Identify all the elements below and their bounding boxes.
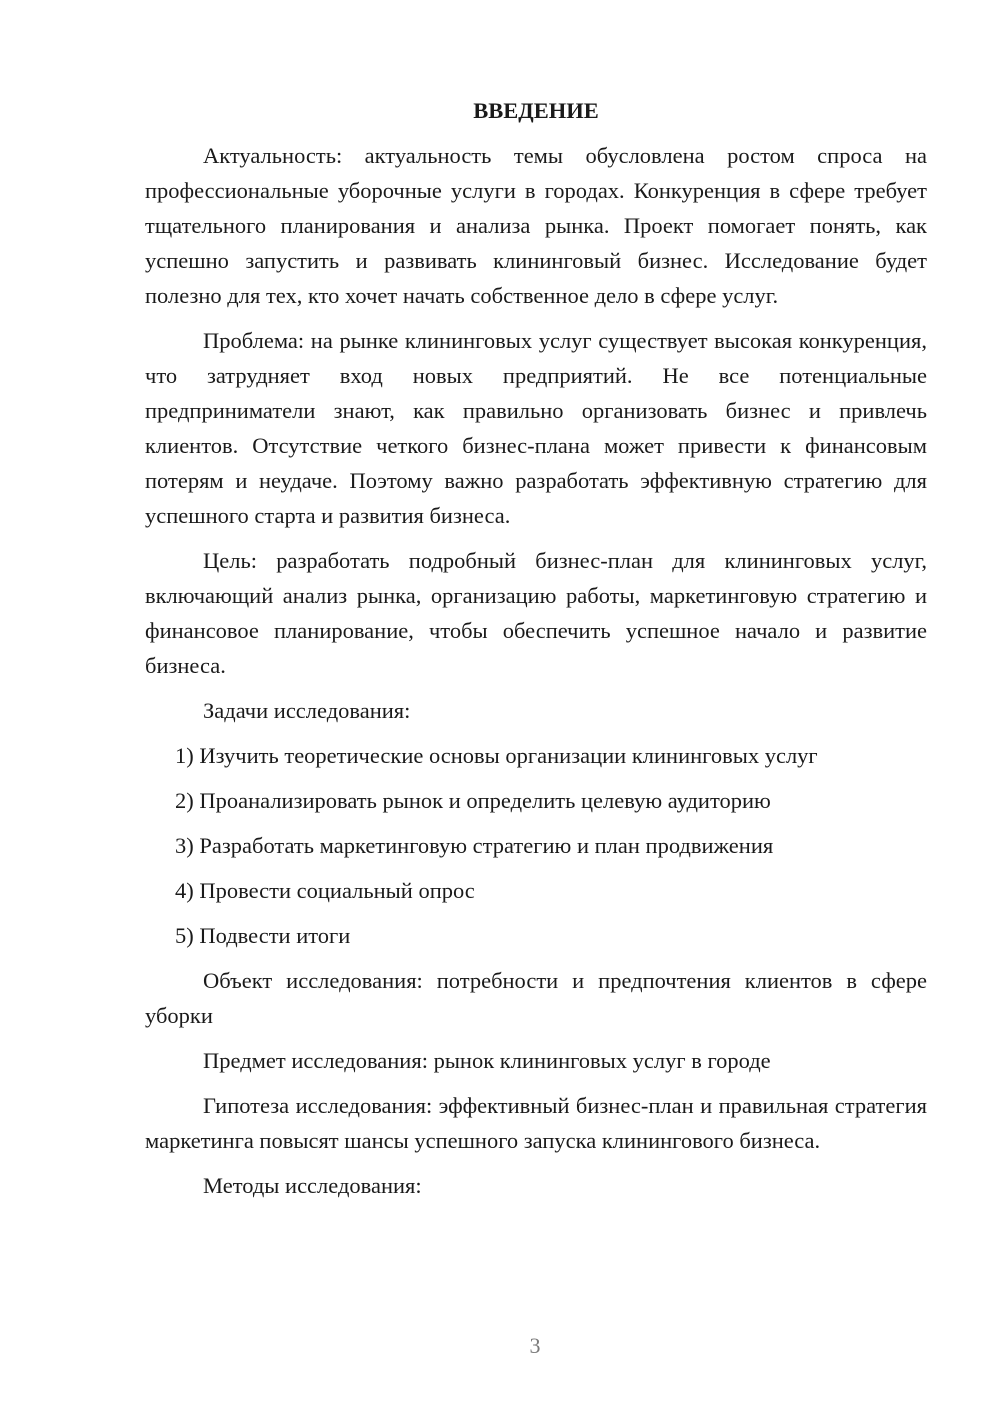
object-paragraph: Объект исследования: потребности и предпочтения клиентов в сфере уборки	[145, 968, 927, 1028]
page-number: 3	[529, 1333, 541, 1358]
list-item: 5) Подвести итоги	[175, 923, 351, 948]
subject-paragraph: Предмет исследования: рынок клининговых услуг в городе	[203, 1048, 771, 1073]
hypothesis-paragraph: Гипотеза исследования: эффективный бизнес-план и правильная стратегия маркетинга повысят шансы успешного запуска клинингового бизнеса.	[145, 1093, 927, 1153]
page-content	[145, 96, 927, 1213]
list-item: 4) Провести социальный опрос	[175, 878, 475, 903]
problem-paragraph: Проблема: на рынке клининговых услуг существует высокая конкуренция, что затрудняет вход новых предприятий. Не все потенциальные предприниматели знают, как правильно организовать бизнес и привлечь клиентов. Отсутствие четкого бизнес-плана может привести к финансовым потерям и неудаче. Поэтому важно разработать эффективную стратегию для успешного старта и развития бизнеса.	[145, 328, 927, 528]
tasks-intro: Задачи исследования:	[203, 698, 411, 723]
list-item: 3) Разработать маркетинговую стратегию и план продвижения	[175, 833, 774, 858]
goal-paragraph: Цель: разработать подробный бизнес-план для клининговых услуг, включающий анализ рынка, организацию работы, маркетинговую стратегию и финансовое планирование, чтобы обеспечить успешное начало и развитие бизнеса.	[145, 548, 927, 678]
list-item: 2) Проанализировать рынок и определить целевую аудиторию	[175, 788, 771, 813]
relevance-paragraph: Актуальность: актуальность темы обусловлена ростом спроса на профессиональные уборочные услуги в городах. Конкуренция в сфере требует тщательного планирования и анализа рынка. Проект помогает понять, как успешно запустить и развивать клининговый бизнес. Исследование будет полезно для тех, кто хочет начать собственное дело в сфере услуг.	[145, 143, 927, 308]
list-item: 1) Изучить теоретические основы организации клининговых услуг	[175, 743, 818, 768]
methods-intro: Методы исследования:	[203, 1173, 422, 1198]
section-heading: ВВЕДЕНИЕ	[473, 98, 599, 123]
tasks-list	[145, 738, 927, 953]
